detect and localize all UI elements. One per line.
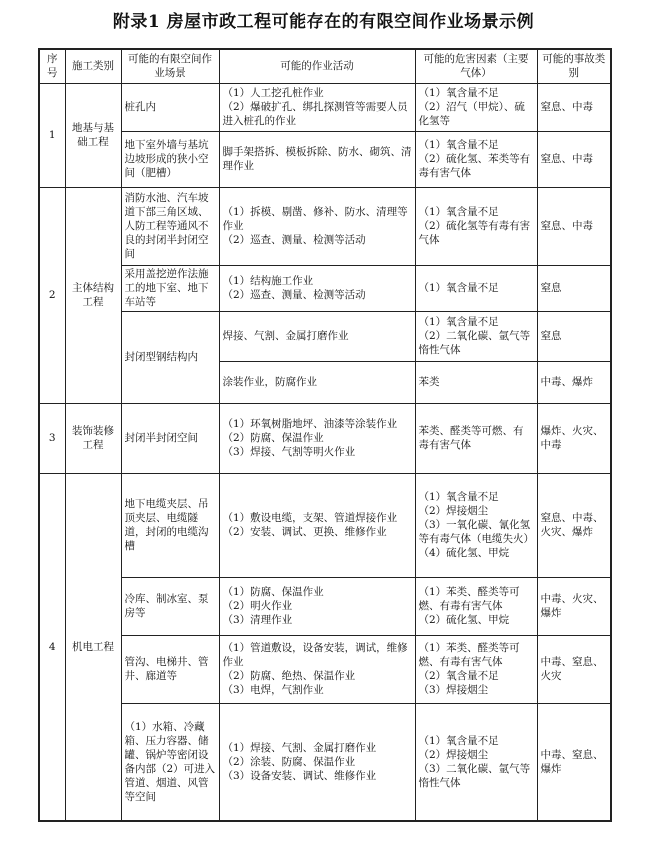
activity-line: （1）敷设电缆，支架、管道焊接作业 bbox=[222, 512, 398, 524]
hazard-line: （1）氧含量不足 bbox=[418, 491, 499, 503]
hazard-cell bbox=[415, 403, 537, 473]
table-row bbox=[39, 403, 611, 473]
hazard-line: （2）硫化氢、甲烷 bbox=[418, 614, 510, 626]
scene-cell: 冷库、制冰室、泵房等 bbox=[121, 577, 219, 635]
activity-line: （2）巡查、测量、检测等活动 bbox=[222, 289, 366, 301]
accident-cell: 中毒、窒息、火灾 bbox=[537, 635, 611, 703]
activity-line: （2）明火作业 bbox=[222, 600, 293, 612]
accident-cell: 窒息、中毒、火灾、爆炸 bbox=[537, 473, 611, 577]
group-no: 1 bbox=[39, 83, 65, 187]
group-no: 4 bbox=[39, 473, 65, 821]
hazard-cell bbox=[415, 83, 537, 131]
activity-line: （2）防腐、绝热、保温作业 bbox=[222, 670, 356, 682]
activity-cell bbox=[219, 473, 415, 577]
hazard-cell bbox=[415, 473, 537, 577]
group-category: 装饰装修工程 bbox=[65, 403, 121, 473]
group-category: 主体结构工程 bbox=[65, 187, 121, 403]
hazard-line: （4）硫化氢、甲烷 bbox=[418, 547, 510, 559]
page-title: 附录1 房屋市政工程可能存在的有限空间作业场景示例 bbox=[112, 12, 535, 32]
hazard-line: 苯类、醛类等可燃、有毒有害气体 bbox=[418, 425, 524, 451]
activity-line: 涂装作业，防腐作业 bbox=[222, 376, 317, 388]
header-category: 施工类别 bbox=[65, 49, 121, 83]
table-row bbox=[39, 131, 611, 187]
table-row bbox=[39, 83, 611, 131]
group-no: 3 bbox=[39, 403, 65, 473]
accident-cell: 窒息、中毒 bbox=[537, 131, 611, 187]
accident-cell: 窒息、中毒 bbox=[537, 187, 611, 265]
hazard-cell bbox=[415, 577, 537, 635]
activity-line: （3）焊接、气割等明火作业 bbox=[222, 446, 356, 458]
group-category: 机电工程 bbox=[65, 473, 121, 821]
table-row bbox=[39, 473, 611, 577]
hazard-line: （1）氧含量不足 bbox=[418, 87, 499, 99]
hazard-cell bbox=[415, 131, 537, 187]
activity-line: （2）巡查、测量、检测等活动 bbox=[222, 234, 366, 246]
activity-cell bbox=[219, 403, 415, 473]
hazard-line: （2）氧含量不足 bbox=[418, 670, 499, 682]
hazard-cell bbox=[415, 361, 537, 403]
activity-line: （1）结构施工作业 bbox=[222, 275, 314, 287]
hazard-line: （2）二氧化碳、氩气等惰性气体 bbox=[418, 330, 531, 356]
accident-cell: 中毒、爆炸 bbox=[537, 361, 611, 403]
activity-cell bbox=[219, 577, 415, 635]
hazard-line: （2）焊接烟尘 bbox=[418, 505, 489, 517]
accident-cell: 窒息 bbox=[537, 265, 611, 311]
group-no: 2 bbox=[39, 187, 65, 403]
hazard-line: （1）氧含量不足 bbox=[418, 316, 499, 328]
hazard-line: （3）二氧化碳、氩气等惰性气体 bbox=[418, 762, 531, 789]
activity-cell bbox=[219, 131, 415, 187]
scene-cell: 封闭半封闭空间 bbox=[121, 403, 219, 473]
header-scene: 可能的有限空间作业场景 bbox=[121, 49, 219, 83]
scene-cell: （1）水箱、冷藏箱、压力容器、储罐、锅炉等密闭设备内部（2）可进入管道、烟道、风管等空间 bbox=[121, 703, 219, 821]
header-activity: 可能的作业活动 bbox=[219, 49, 415, 83]
header-accident: 可能的事故类别 bbox=[537, 49, 611, 83]
group-category: 地基与基础工程 bbox=[65, 83, 121, 187]
scene-cell: 管沟、电梯井、管井、廊道等 bbox=[121, 635, 219, 703]
scene-cell: 消防水池、汽车坡道下部三角区域、人防工程等通风不良的封闭半封闭空间 bbox=[121, 187, 219, 265]
hazard-line: （3）焊接烟尘 bbox=[418, 684, 489, 696]
accident-cell: 爆炸、火灾、中毒 bbox=[537, 403, 611, 473]
activity-line: （3）清理作业 bbox=[222, 614, 293, 626]
activity-cell bbox=[219, 311, 415, 361]
table-row bbox=[39, 703, 611, 821]
hazard-line: （2）硫化氢等有毒有害气体 bbox=[418, 220, 531, 246]
scenario-table bbox=[38, 48, 612, 822]
table-row bbox=[39, 265, 611, 311]
scene-cell: 采用盖挖逆作法施工的地下室、地下车站等 bbox=[121, 265, 219, 311]
hazard-line: （2）焊接烟尘 bbox=[418, 748, 489, 761]
hazard-cell bbox=[415, 187, 537, 265]
activity-line: （2）爆破扩孔、绑扎探测管等需要人员进入桩孔的作业 bbox=[222, 101, 408, 127]
accident-cell: 窒息、中毒 bbox=[537, 83, 611, 131]
hazard-line: （1）氧含量不足 bbox=[418, 734, 499, 747]
hazard-line: （1）氧含量不足 bbox=[418, 282, 499, 294]
hazard-line: （2）沼气（甲烷）、硫化氢等 bbox=[418, 101, 525, 127]
activity-line: 脚手架搭拆、模板拆除、防水、砌筑、清理作业 bbox=[222, 146, 412, 172]
header-hazard: 可能的危害因素（主要气体） bbox=[415, 49, 537, 83]
activity-line: 焊接、气割、金属打磨作业 bbox=[222, 330, 349, 342]
scene-cell: 桩孔内 bbox=[121, 83, 219, 131]
hazard-line: （3）一氧化碳、氰化氢等有毒气体（电缆失火） bbox=[418, 519, 534, 545]
table-row bbox=[39, 635, 611, 703]
activity-cell bbox=[219, 265, 415, 311]
hazard-line: （1）苯类、醛类等可燃、有毒有害气体 bbox=[418, 586, 520, 612]
activity-cell bbox=[219, 187, 415, 265]
scene-cell: 地下室外墙与基坑边坡形成的狭小空间（肥槽） bbox=[121, 131, 219, 187]
activity-line: （3）电焊，气割作业 bbox=[222, 684, 324, 696]
activity-line: （2）安装、调试、更换、维修作业 bbox=[222, 526, 387, 538]
activity-line: （1）人工挖孔桩作业 bbox=[222, 87, 324, 99]
activity-cell bbox=[219, 635, 415, 703]
activity-line: （3）设备安装、调试、维修作业 bbox=[222, 769, 377, 782]
scene-cell: 封闭型钢结构内 bbox=[121, 311, 219, 403]
accident-cell: 中毒、火灾、爆炸 bbox=[537, 577, 611, 635]
activity-line: （2）涂装、防腐、保温作业 bbox=[222, 755, 356, 768]
hazard-line: （1）氧含量不足 bbox=[418, 206, 499, 218]
header-no: 序号 bbox=[39, 49, 65, 83]
hazard-line: （1）苯类、醛类等可燃、有毒有害气体 bbox=[418, 642, 520, 668]
hazard-line: （2）硫化氢、苯类等有毒有害气体 bbox=[418, 153, 531, 179]
hazard-line: （1）氧含量不足 bbox=[418, 139, 499, 151]
activity-line: （1）拆模、剔凿、修补、防水、清理等作业 bbox=[222, 206, 408, 232]
hazard-line: 苯类 bbox=[418, 376, 440, 388]
activity-line: （2）防腐、保温作业 bbox=[222, 432, 324, 444]
activity-cell bbox=[219, 703, 415, 821]
activity-line: （1）环氧树脂地坪、油漆等涂装作业 bbox=[222, 418, 398, 430]
header-row bbox=[39, 49, 611, 83]
activity-line: （1）焊接、气割、金属打磨作业 bbox=[222, 741, 377, 754]
activity-cell bbox=[219, 83, 415, 131]
hazard-cell bbox=[415, 703, 537, 821]
table-row bbox=[39, 187, 611, 265]
activity-cell bbox=[219, 361, 415, 403]
hazard-cell bbox=[415, 265, 537, 311]
activity-line: （1）防腐、保温作业 bbox=[222, 586, 324, 598]
accident-cell: 中毒、窒息、爆炸 bbox=[537, 703, 611, 821]
activity-line: （1）管道敷设，设备安装，调试，维修作业 bbox=[222, 642, 408, 668]
table-row bbox=[39, 577, 611, 635]
accident-cell: 窒息 bbox=[537, 311, 611, 361]
hazard-cell bbox=[415, 311, 537, 361]
scene-cell: 地下电缆夹层、吊顶夹层、电缆隧道，封闭的电缆沟槽 bbox=[121, 473, 219, 577]
table-row bbox=[39, 311, 611, 361]
hazard-cell bbox=[415, 635, 537, 703]
